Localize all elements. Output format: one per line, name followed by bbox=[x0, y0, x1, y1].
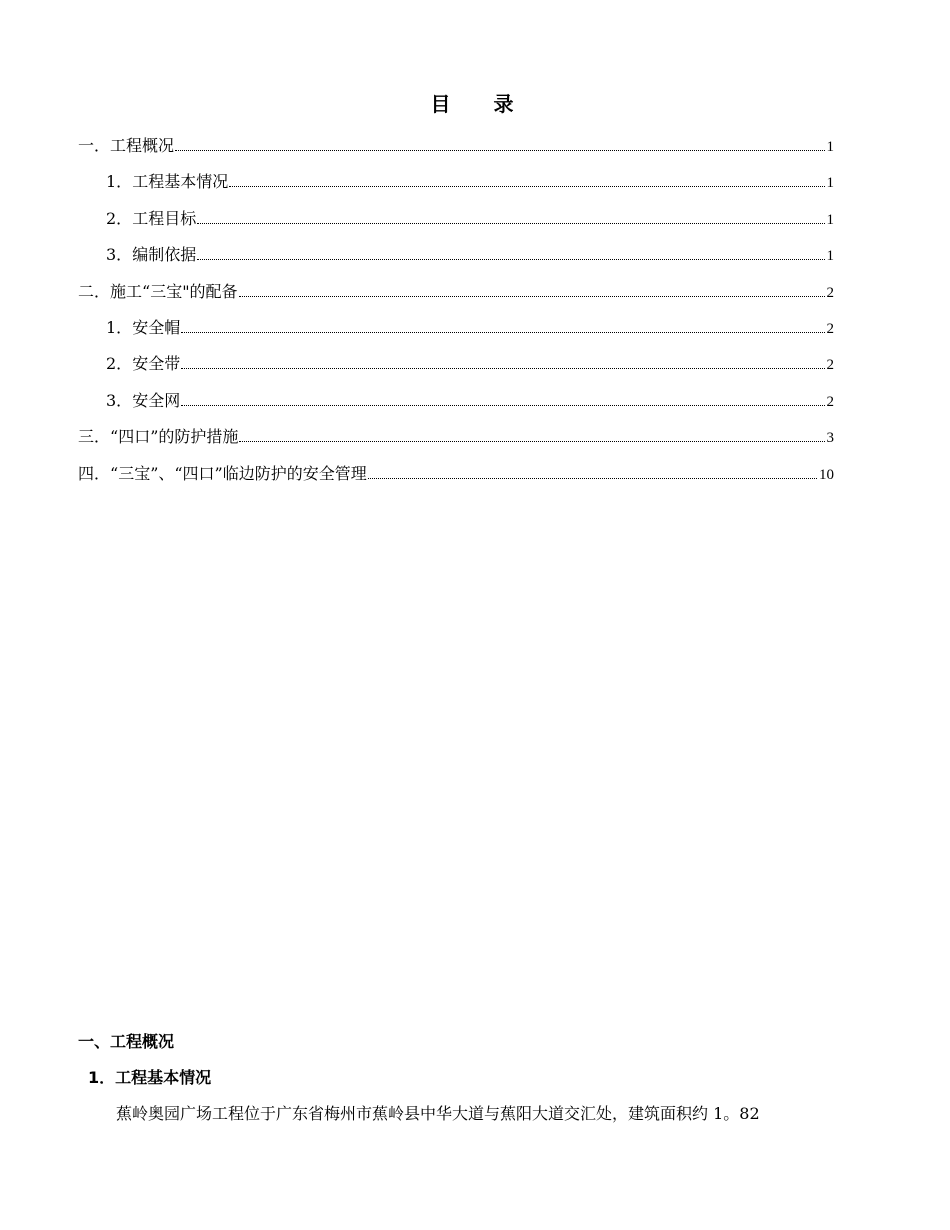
toc-dot-leader bbox=[181, 404, 824, 406]
toc-entry-number: 3． bbox=[106, 245, 133, 265]
toc-entry-text: 施工“三宝"的配备 bbox=[110, 281, 238, 301]
toc-entry-number: 一． bbox=[78, 136, 111, 155]
toc-dot-leader bbox=[175, 149, 824, 151]
toc-entry-page: 2 bbox=[826, 320, 834, 337]
subsection-heading: 1．工程基本情况 bbox=[88, 1068, 212, 1087]
toc-entry-page: 2 bbox=[826, 284, 834, 301]
toc-dot-leader bbox=[181, 367, 824, 369]
toc-entry-number: 四． bbox=[78, 463, 111, 483]
table-of-contents bbox=[78, 134, 834, 498]
toc-entry-number: 二． bbox=[78, 281, 111, 301]
toc-entry-page: 1 bbox=[826, 139, 834, 155]
toc-entry-text: 安全帽 bbox=[132, 317, 181, 337]
document-body bbox=[78, 1030, 878, 1126]
toc-entry[interactable] bbox=[78, 207, 834, 243]
toc-dot-leader bbox=[197, 258, 824, 260]
toc-entry-text: 安全网 bbox=[132, 390, 181, 410]
toc-title: 目 录 bbox=[430, 92, 532, 116]
toc-entry-number: 1． bbox=[106, 172, 133, 192]
toc-entry-page: 1 bbox=[826, 211, 834, 228]
toc-entry[interactable] bbox=[78, 243, 834, 279]
toc-entry[interactable] bbox=[78, 389, 834, 425]
toc-entry-page: 2 bbox=[826, 357, 834, 374]
toc-entry-text: 编制依据 bbox=[132, 245, 197, 265]
toc-entry-text: “四口”的防护措施 bbox=[110, 427, 239, 447]
toc-entry-number: 三． bbox=[78, 427, 111, 447]
toc-entry-text: 工程目标 bbox=[132, 208, 197, 228]
toc-dot-leader bbox=[239, 295, 825, 297]
toc-entry-text: “三宝”、“四口”临边防护的安全管理 bbox=[110, 463, 367, 483]
toc-entry-text: 安全带 bbox=[132, 354, 181, 374]
toc-entry[interactable] bbox=[78, 316, 834, 352]
toc-entry-page: 1 bbox=[826, 175, 834, 192]
toc-entry-number: 1． bbox=[106, 317, 133, 337]
toc-entry[interactable] bbox=[78, 352, 834, 388]
section-heading: 一、工程概况 bbox=[78, 1032, 175, 1051]
toc-entry[interactable] bbox=[78, 134, 834, 170]
toc-entry-page: 2 bbox=[826, 393, 834, 410]
toc-entry-text: 工程基本情况 bbox=[132, 172, 229, 192]
toc-entry-page: 3 bbox=[826, 430, 834, 447]
toc-entry[interactable] bbox=[78, 462, 834, 498]
toc-entry-number: 3． bbox=[106, 390, 133, 410]
toc-entry-text: 工程概况 bbox=[110, 136, 175, 155]
toc-dot-leader bbox=[197, 222, 824, 224]
toc-entry-page: 1 bbox=[826, 248, 834, 265]
toc-entry[interactable] bbox=[78, 425, 834, 461]
toc-dot-leader bbox=[239, 440, 824, 442]
toc-dot-leader bbox=[368, 477, 817, 479]
toc-entry-page: 10 bbox=[819, 466, 834, 483]
toc-dot-leader bbox=[181, 331, 824, 333]
body-paragraph: 蕉岭奥园广场工程位于广东省梅州市蕉岭县中华大道与蕉阳大道交汇处，建筑面积约 1。82 bbox=[116, 1104, 760, 1123]
toc-dot-leader bbox=[229, 185, 824, 187]
toc-entry-number: 2． bbox=[106, 208, 133, 228]
toc-entry[interactable] bbox=[78, 280, 834, 316]
toc-entry-number: 2． bbox=[106, 354, 133, 374]
toc-entry[interactable] bbox=[78, 170, 834, 206]
